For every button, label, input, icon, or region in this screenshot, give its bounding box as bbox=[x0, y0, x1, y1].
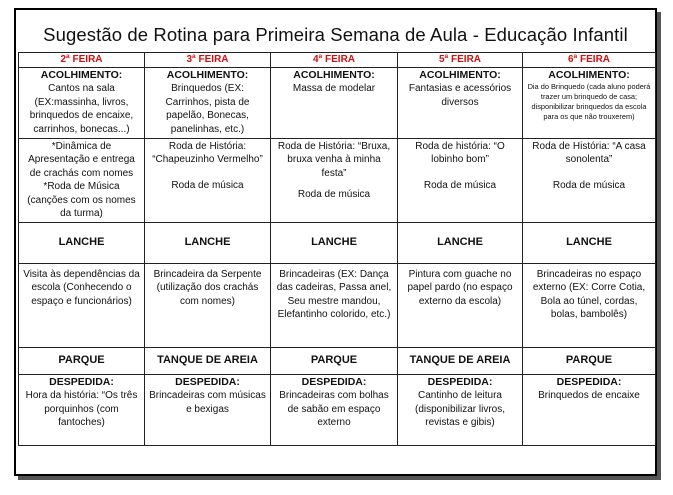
atividade-cell bbox=[145, 138, 271, 222]
acolhimento-cell bbox=[271, 67, 398, 138]
parque-row bbox=[19, 347, 656, 374]
tarde-cell: Visita às dependências da escola (Conhecendo o espaço e funcionários) bbox=[19, 263, 145, 347]
day-header: 5ª FEIRA bbox=[398, 53, 523, 68]
acolhimento-cell bbox=[19, 67, 145, 138]
day-header: 6ª FEIRA bbox=[523, 53, 656, 68]
atividade-a: Roda de História: “Bruxa, bruxa venha à minha festa” bbox=[277, 140, 391, 179]
lanche-cell: LANCHE bbox=[523, 222, 656, 263]
despedida-row bbox=[19, 374, 656, 445]
routine-table bbox=[18, 52, 656, 446]
acolhimento-text: Massa de modelar bbox=[292, 83, 376, 94]
acolhimento-heading: ACOLHIMENTO: bbox=[419, 68, 501, 81]
despedida-text: Brinquedos de encaixe bbox=[538, 390, 640, 401]
despedida-cell bbox=[19, 374, 145, 445]
acolhimento-heading: ACOLHIMENTO: bbox=[548, 68, 630, 81]
atividade-a: Roda de história: “O lobinho bom” bbox=[415, 140, 505, 165]
despedida-text: Brincadeiras com bolhas de sabão em espaço externo bbox=[279, 390, 389, 428]
acolhimento-cell bbox=[523, 67, 656, 138]
tarde-cell: Brincadeira da Serpente (utilização dos crachás com nomes) bbox=[145, 263, 271, 347]
acolhimento-heading: ACOLHIMENTO: bbox=[293, 68, 375, 81]
days-row bbox=[19, 53, 656, 68]
parque-cell: TANQUE DE AREIA bbox=[145, 347, 271, 374]
atividade-b: *Roda de Música (canções com os nomes da turma) bbox=[27, 181, 136, 219]
acolhimento-cell bbox=[145, 67, 271, 138]
day-header: 2ª FEIRA bbox=[19, 53, 145, 68]
day-header: 3ª FEIRA bbox=[145, 53, 271, 68]
parque-cell: PARQUE bbox=[271, 347, 398, 374]
despedida-cell bbox=[145, 374, 271, 445]
acolhimento-text: Brinquedos (EX: Carrinhos, pista de papelão, Bonecas, panelinhas, etc.) bbox=[165, 83, 250, 135]
atividade-a: Roda de História: “Chapeuzinho Vermelho” bbox=[152, 140, 263, 165]
despedida-cell bbox=[271, 374, 398, 445]
acolhimento-text: Fantasias e acessórios diversos bbox=[408, 83, 512, 108]
despedida-heading: DESPEDIDA: bbox=[427, 375, 493, 388]
acolhimento-cell bbox=[398, 67, 523, 138]
parque-cell: PARQUE bbox=[523, 347, 656, 374]
atividade-cell bbox=[398, 138, 523, 222]
atividade-a: *Dinâmica de Apresentação e entrega de crachás com nomes bbox=[28, 140, 135, 179]
atividade-b: Roda de música bbox=[423, 179, 497, 191]
lanche-row bbox=[19, 222, 656, 263]
tarde-row bbox=[19, 263, 656, 347]
lanche-cell: LANCHE bbox=[145, 222, 271, 263]
tarde-cell: Brincadeiras (EX: Dança das cadeiras, Passa anel, Seu mestre mandou, Elefantinho colorido, etc.) bbox=[271, 263, 398, 347]
despedida-text: Hora da história: “Os três porquinhos (com fantoches) bbox=[25, 390, 138, 428]
despedida-text: Cantinho de leitura (disponibilizar livros, revistas e gibis) bbox=[414, 390, 506, 428]
tarde-cell: Brincadeiras no espaço externo (EX: Corre Cotia, Bola ao túnel, cordas, bolas, bambolês) bbox=[523, 263, 656, 347]
acolhimento-text: Dia do Brinquedo (cada aluno poderá trazer um brinquedo de casa; disponibilizar brinquedos da escola para os que não trouxerem) bbox=[527, 82, 651, 121]
despedida-heading: DESPEDIDA: bbox=[49, 375, 114, 388]
acolhimento-text: Cantos na sala (EX:massinha, livros, brinquedos de encaixe, carrinhos, bonecas...) bbox=[29, 83, 134, 135]
despedida-text: Brincadeiras com músicas e bexigas bbox=[149, 390, 266, 415]
atividade-b: Roda de música bbox=[171, 179, 244, 191]
parque-cell: PARQUE bbox=[19, 347, 145, 374]
atividade-cell bbox=[19, 138, 145, 222]
atividades-row bbox=[19, 138, 656, 222]
routine-frame bbox=[14, 8, 657, 476]
parque-cell: TANQUE DE AREIA bbox=[398, 347, 523, 374]
atividade-a: Roda de História: “A casa sonolenta” bbox=[532, 140, 646, 165]
atividade-b: Roda de música bbox=[297, 189, 371, 200]
acolhimento-heading: ACOLHIMENTO: bbox=[166, 68, 249, 81]
lanche-cell: LANCHE bbox=[398, 222, 523, 263]
tarde-cell: Pintura com guache no papel pardo (no espaço externo da escola) bbox=[398, 263, 523, 347]
despedida-cell bbox=[523, 374, 656, 445]
atividade-cell bbox=[523, 138, 656, 222]
atividade-cell bbox=[271, 138, 398, 222]
lanche-cell: LANCHE bbox=[271, 222, 398, 263]
day-header: 4ª FEIRA bbox=[271, 53, 398, 68]
atividade-b: Roda de música bbox=[552, 179, 626, 191]
despedida-heading: DESPEDIDA: bbox=[301, 375, 367, 388]
acolhimento-heading: ACOLHIMENTO: bbox=[40, 68, 123, 81]
despedida-heading: DESPEDIDA: bbox=[175, 375, 240, 388]
page-title: Sugestão de Rotina para Primeira Semana de Aula - Educação Infantil bbox=[43, 24, 628, 45]
acolhimento-row bbox=[19, 67, 656, 138]
lanche-cell: LANCHE bbox=[19, 222, 145, 263]
despedida-heading: DESPEDIDA: bbox=[556, 375, 622, 388]
despedida-cell bbox=[398, 374, 523, 445]
